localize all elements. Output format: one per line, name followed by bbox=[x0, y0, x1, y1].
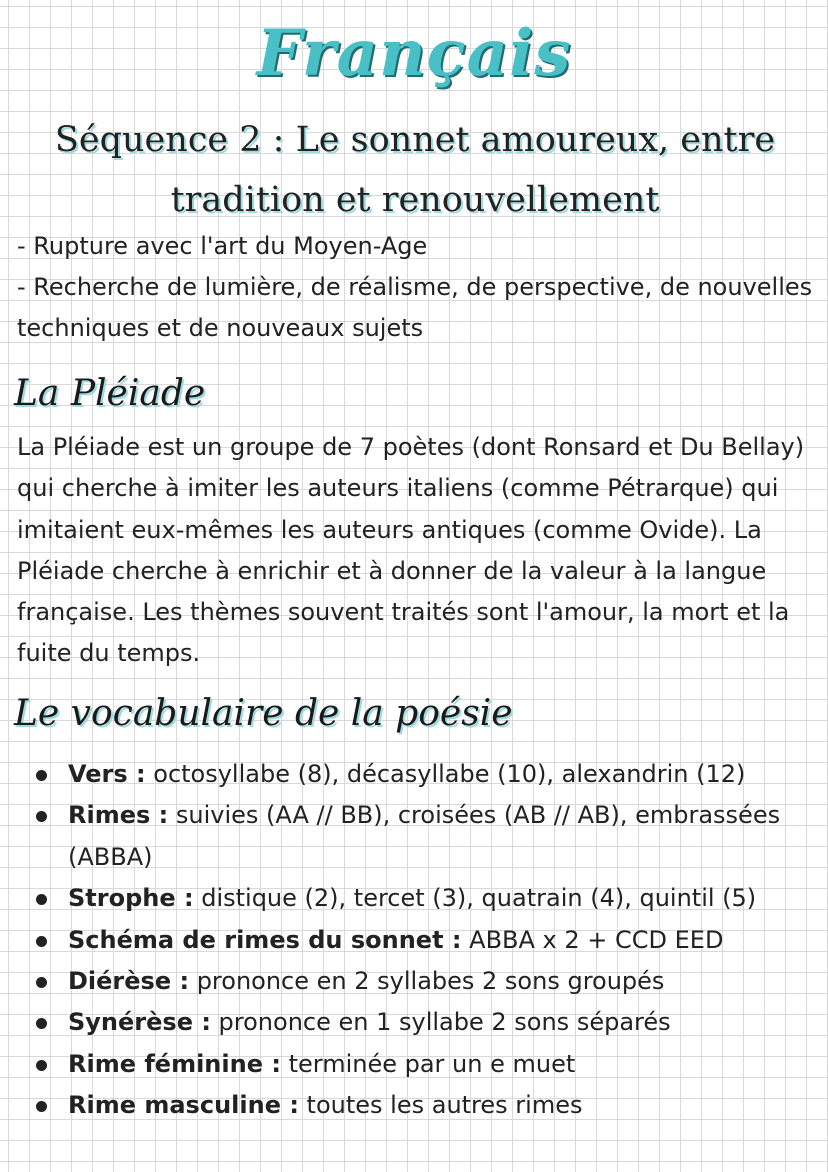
vocab-definition: distique (2), tercet (3), quatrain (4), quintil (5) bbox=[193, 884, 757, 913]
intro-list bbox=[17, 226, 817, 349]
intro-line: - Recherche de lumière, de réalisme, de perspective, de nouvelles techniques et de nouveaux sujets bbox=[17, 273, 813, 342]
vocab-term: Diérèse : bbox=[68, 967, 190, 996]
list-item bbox=[30, 961, 820, 1002]
vocab-definition: suivies (AA // BB), croisées (AB // AB), embrassées (ABBA) bbox=[68, 801, 781, 871]
vocab-term: Synérèse : bbox=[68, 1008, 211, 1037]
vocab-definition: octosyllabe (8), décasyllabe (10), alexandrin (12) bbox=[145, 760, 746, 788]
list-item bbox=[30, 795, 820, 878]
list-item bbox=[30, 1044, 820, 1085]
vocab-definition: prononce en 1 syllabe 2 sons séparés bbox=[210, 1008, 671, 1037]
vocab-term: Rimes : bbox=[68, 801, 169, 830]
vocabulary-list bbox=[30, 754, 820, 1127]
vocab-term: Schéma de rimes du sonnet : bbox=[68, 925, 462, 954]
vocab-term: Vers : bbox=[68, 760, 146, 788]
list-item bbox=[30, 1085, 820, 1126]
vocab-definition: terminée par un e muet bbox=[280, 1049, 576, 1078]
vocab-term: Rime féminine : bbox=[68, 1049, 281, 1078]
pleiade-paragraph: La Pléiade est un groupe de 7 poètes (dont Ronsard et Du Bellay) qui cherche à imiter les auteurs italiens (comme Pétrarque) qui imitaient eux-mêmes les auteurs antiques (comme Ovide). La Pléiade cherche à enrichir et à donner de la valeur à la langue française. Les thèmes souvent traités sont l'amour, la mort et la fuite du temps. bbox=[17, 433, 805, 668]
sequence-subtitle: Séquence 2 : Le sonnet amoureux, entre tradition et renouvellement bbox=[54, 120, 776, 220]
vocab-definition: toutes les autres rimes bbox=[298, 1091, 583, 1120]
page-title: Français bbox=[256, 16, 572, 91]
vocab-definition: ABBA x 2 + CCD EED bbox=[461, 925, 724, 954]
vocab-term: Strophe : bbox=[68, 884, 194, 913]
vocab-definition: prononce en 2 syllabes 2 sons groupés bbox=[189, 967, 665, 996]
list-item bbox=[30, 920, 820, 961]
list-item bbox=[30, 878, 820, 919]
list-item bbox=[30, 1002, 820, 1043]
list-item bbox=[30, 754, 820, 795]
vocab-term: Rime masculine : bbox=[68, 1091, 299, 1120]
section-heading-pleiade: La Pléiade bbox=[14, 373, 206, 414]
section-heading-vocabulaire: Le vocabulaire de la poésie bbox=[14, 693, 513, 734]
intro-line: - Rupture avec l'art du Moyen-Age bbox=[17, 232, 428, 260]
